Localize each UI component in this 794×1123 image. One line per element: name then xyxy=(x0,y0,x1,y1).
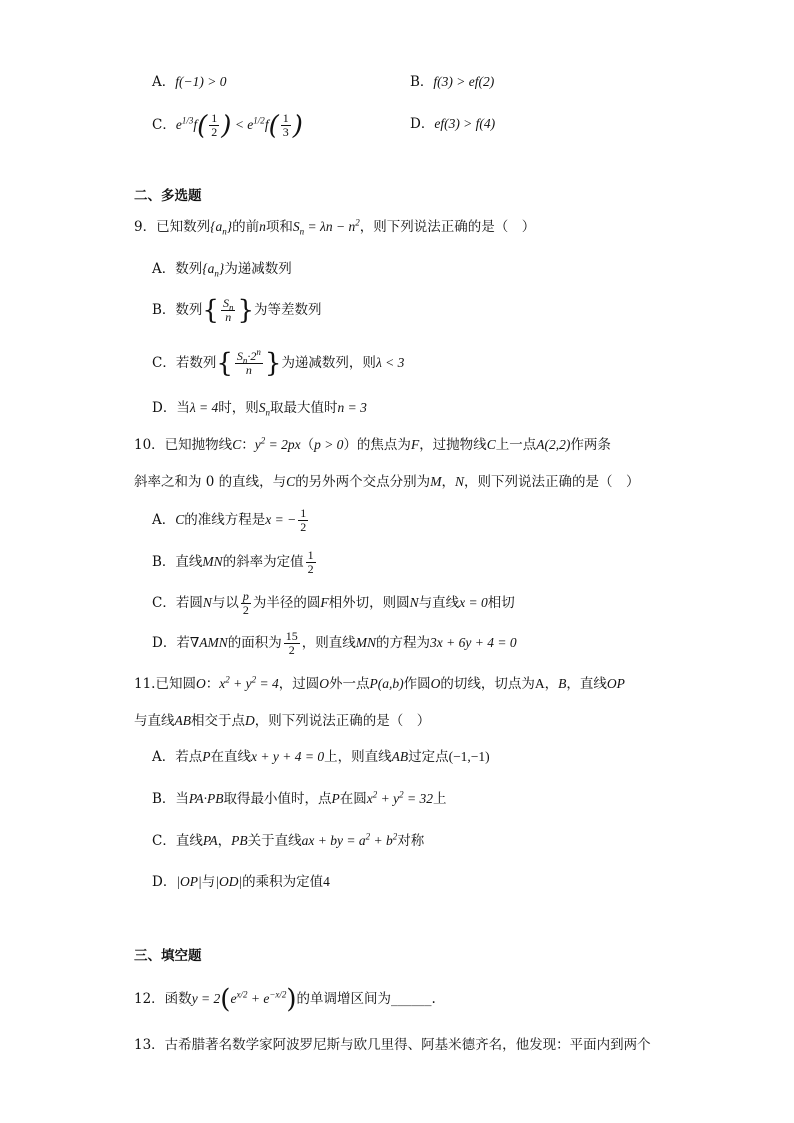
q10-option-a: A．C的准线方程是x = − $\frac{1}{2}$ xyxy=(152,506,307,534)
text: 的乘积为定值 xyxy=(242,874,324,890)
text: 项和 xyxy=(265,219,293,235)
option-expression: f(−1) > 0 xyxy=(175,74,227,89)
text: 上一点 xyxy=(495,437,537,453)
text: B．直线 xyxy=(152,554,203,570)
option-label: D． xyxy=(410,116,435,132)
text: ， xyxy=(217,833,232,849)
text: 取最大值时 xyxy=(270,400,338,416)
text: ， xyxy=(441,474,455,490)
text: 与直线 xyxy=(134,713,175,729)
text: 为递减数列 xyxy=(224,261,292,277)
q11-option-d: D．|OP|与|OD|的乘积为定值4 xyxy=(152,874,330,890)
q9-option-a: A．数列$\{a_n\}$为递减数列 xyxy=(152,261,292,279)
text: 与直线 xyxy=(418,595,460,611)
text: 过定点 xyxy=(408,749,449,765)
text: ）的焦点为 xyxy=(343,437,411,453)
text: 相交于点 xyxy=(191,713,245,729)
q10-stem-line2: 斜率之和为 0 的直线，与C的另外两个交点分别为M，N，则下列说法正确的是（ ） xyxy=(134,474,640,490)
text: 对称 xyxy=(397,833,425,849)
option-expression: f(3) > ef(2) xyxy=(433,74,495,89)
text: 为半径的圆 xyxy=(252,595,321,611)
text: 与 xyxy=(201,874,216,890)
text: 的面积为 xyxy=(227,635,282,651)
text: 的单调增区间为 xyxy=(296,991,392,1007)
q10-option-d: D．若∇AMN的面积为 $\frac{15}{2}$ ，则直线MN的方程为3x + 6y + 4 = 0 xyxy=(152,629,517,657)
text: 11.已知圆 xyxy=(134,676,196,692)
option-label: C． xyxy=(152,117,176,133)
text: 的斜率为定值 xyxy=(222,554,304,570)
text: A． xyxy=(152,512,176,528)
text: 的切线，切点为 xyxy=(440,676,535,692)
section-title-multiple-choice: 二、多选题 xyxy=(134,188,202,204)
text: 相外切，则圆 xyxy=(328,595,410,611)
q10-stem-line1: 10．已知抛物线C：$y^2 = 2px(p > 0)$的焦点为F，过抛物线C上一点A(2,2)作两条 xyxy=(134,435,611,453)
q11-option-b: B．当PA·PB取得最小值时，点P在圆$x^2 + y^2 = 32$上 xyxy=(152,789,447,807)
q10-option-b: B．直线MN的斜率为定值 $\frac{1}{2}$ xyxy=(152,548,314,576)
text: ，则直线 xyxy=(301,635,356,651)
q13-stem: 13．古希腊著名数学家阿波罗尼斯与欧几里得、阿基米德齐名，他发现：平面内到两个 xyxy=(134,1037,651,1053)
text: 外一点 xyxy=(328,676,370,692)
text: D．若 xyxy=(152,635,190,651)
text: ，过圆 xyxy=(278,676,320,692)
text: 的准线方程是 xyxy=(184,512,266,528)
text: 的另外两个交点分别为 xyxy=(295,474,431,490)
q9-option-d: D．当λ = 4时，则$S_n$取最大值时n = 3 xyxy=(152,400,367,418)
q11-option-a: A．若点P在直线x + y + 4 = 0上，则直线AB过定点(−1,−1) xyxy=(152,749,490,765)
q11-option-c: C．直线PA，PB关于直线ax + by = $a^2 + b^2$对称 xyxy=(152,831,425,849)
q10-option-c: C．若圆N与以 $\frac{p}{2}$ 为半径的圆F相外切，则圆N与直线x = 0相切 xyxy=(152,589,515,617)
answer-blank: ______. xyxy=(391,991,436,1007)
text: 斜率之和为 0 的直线，与 xyxy=(134,474,287,490)
text: 在圆 xyxy=(339,791,367,807)
text: 为递减数列，则 xyxy=(281,355,376,371)
q8-option-d xyxy=(410,114,495,134)
text: A．若点 xyxy=(152,749,203,765)
option-label: A． xyxy=(152,74,176,90)
q12-stem: 12．函数$y = 2(e^{x/2} + e^{-x/2})$的单调增区间为______. xyxy=(134,984,436,1015)
text: 关于直线 xyxy=(247,833,302,849)
text: ，过抛物线 xyxy=(419,437,487,453)
text: B．数列 xyxy=(152,302,203,318)
text: 上，则直线 xyxy=(324,749,392,765)
section-title-fill-in: 三、填空题 xyxy=(134,948,202,964)
text: C．若数列 xyxy=(152,355,217,371)
text: 12．函数 xyxy=(134,991,192,1007)
text: 上 xyxy=(433,791,447,807)
q9-stem: 9．已知数列$\{a_n\}$的前n项和$S_n = \lambda n - n^2$，则下列说法正确的是（ ） xyxy=(134,217,536,237)
text: 时，则 xyxy=(218,400,259,416)
text: C．直线 xyxy=(152,833,203,849)
text: A．数列 xyxy=(152,261,203,277)
text: 的方程为 xyxy=(376,635,431,651)
text: C．若圆 xyxy=(152,595,203,611)
text: 取得最小值时，点 xyxy=(223,791,332,807)
text: B．当 xyxy=(152,791,189,807)
option-expression: ef(3) > f(4) xyxy=(434,116,496,131)
text: D．当 xyxy=(152,400,190,416)
q11-stem-line1: 11.已知圆O：$x^2 + y^2 = 4$，过圆O外一点P(a,b)作圆O的切线，切点为A，B，直线OP xyxy=(134,674,625,692)
text: 相切 xyxy=(487,595,515,611)
q8-option-b xyxy=(410,72,494,92)
text: （ xyxy=(300,437,315,453)
q8-option-c xyxy=(152,110,303,141)
text: 9．已知数列 xyxy=(134,219,211,235)
q9-option-b: B．数列{ $\frac{S_n}{n}$ }为等差数列 xyxy=(152,295,322,326)
q11-stem-line2: 与直线AB相交于点D，则下列说法正确的是（ ） xyxy=(134,713,431,729)
text: ， xyxy=(544,676,559,692)
q8-option-a xyxy=(152,72,226,92)
text: 作两条 xyxy=(570,437,611,453)
option-label: B． xyxy=(410,74,434,90)
text: D． xyxy=(152,874,177,890)
q9-option-c: C．若数列{ $\frac{S_n\cdot 2^n}{n}$ }为递减数列，则λ < 3 xyxy=(152,347,405,379)
text: ，则下列说法正确的是（ ） xyxy=(359,219,536,235)
text: ，则下列说法正确的是（ ） xyxy=(254,713,431,729)
text: 的前 xyxy=(232,219,260,235)
option-expression: $e^{1/3}f$( $\frac{1}{2}$ ) < $e^{1/2}f$( $\frac{1}{3}$ ) xyxy=(175,110,303,141)
text: 10．已知抛物线 xyxy=(134,437,233,453)
text: 为等差数列 xyxy=(254,302,322,318)
text: 作圆 xyxy=(403,676,431,692)
text: 在直线 xyxy=(210,749,251,765)
text: 与以 xyxy=(211,595,239,611)
text: ，直线 xyxy=(566,676,607,692)
text: ，则下列说法正确的是（ ） xyxy=(463,474,640,490)
